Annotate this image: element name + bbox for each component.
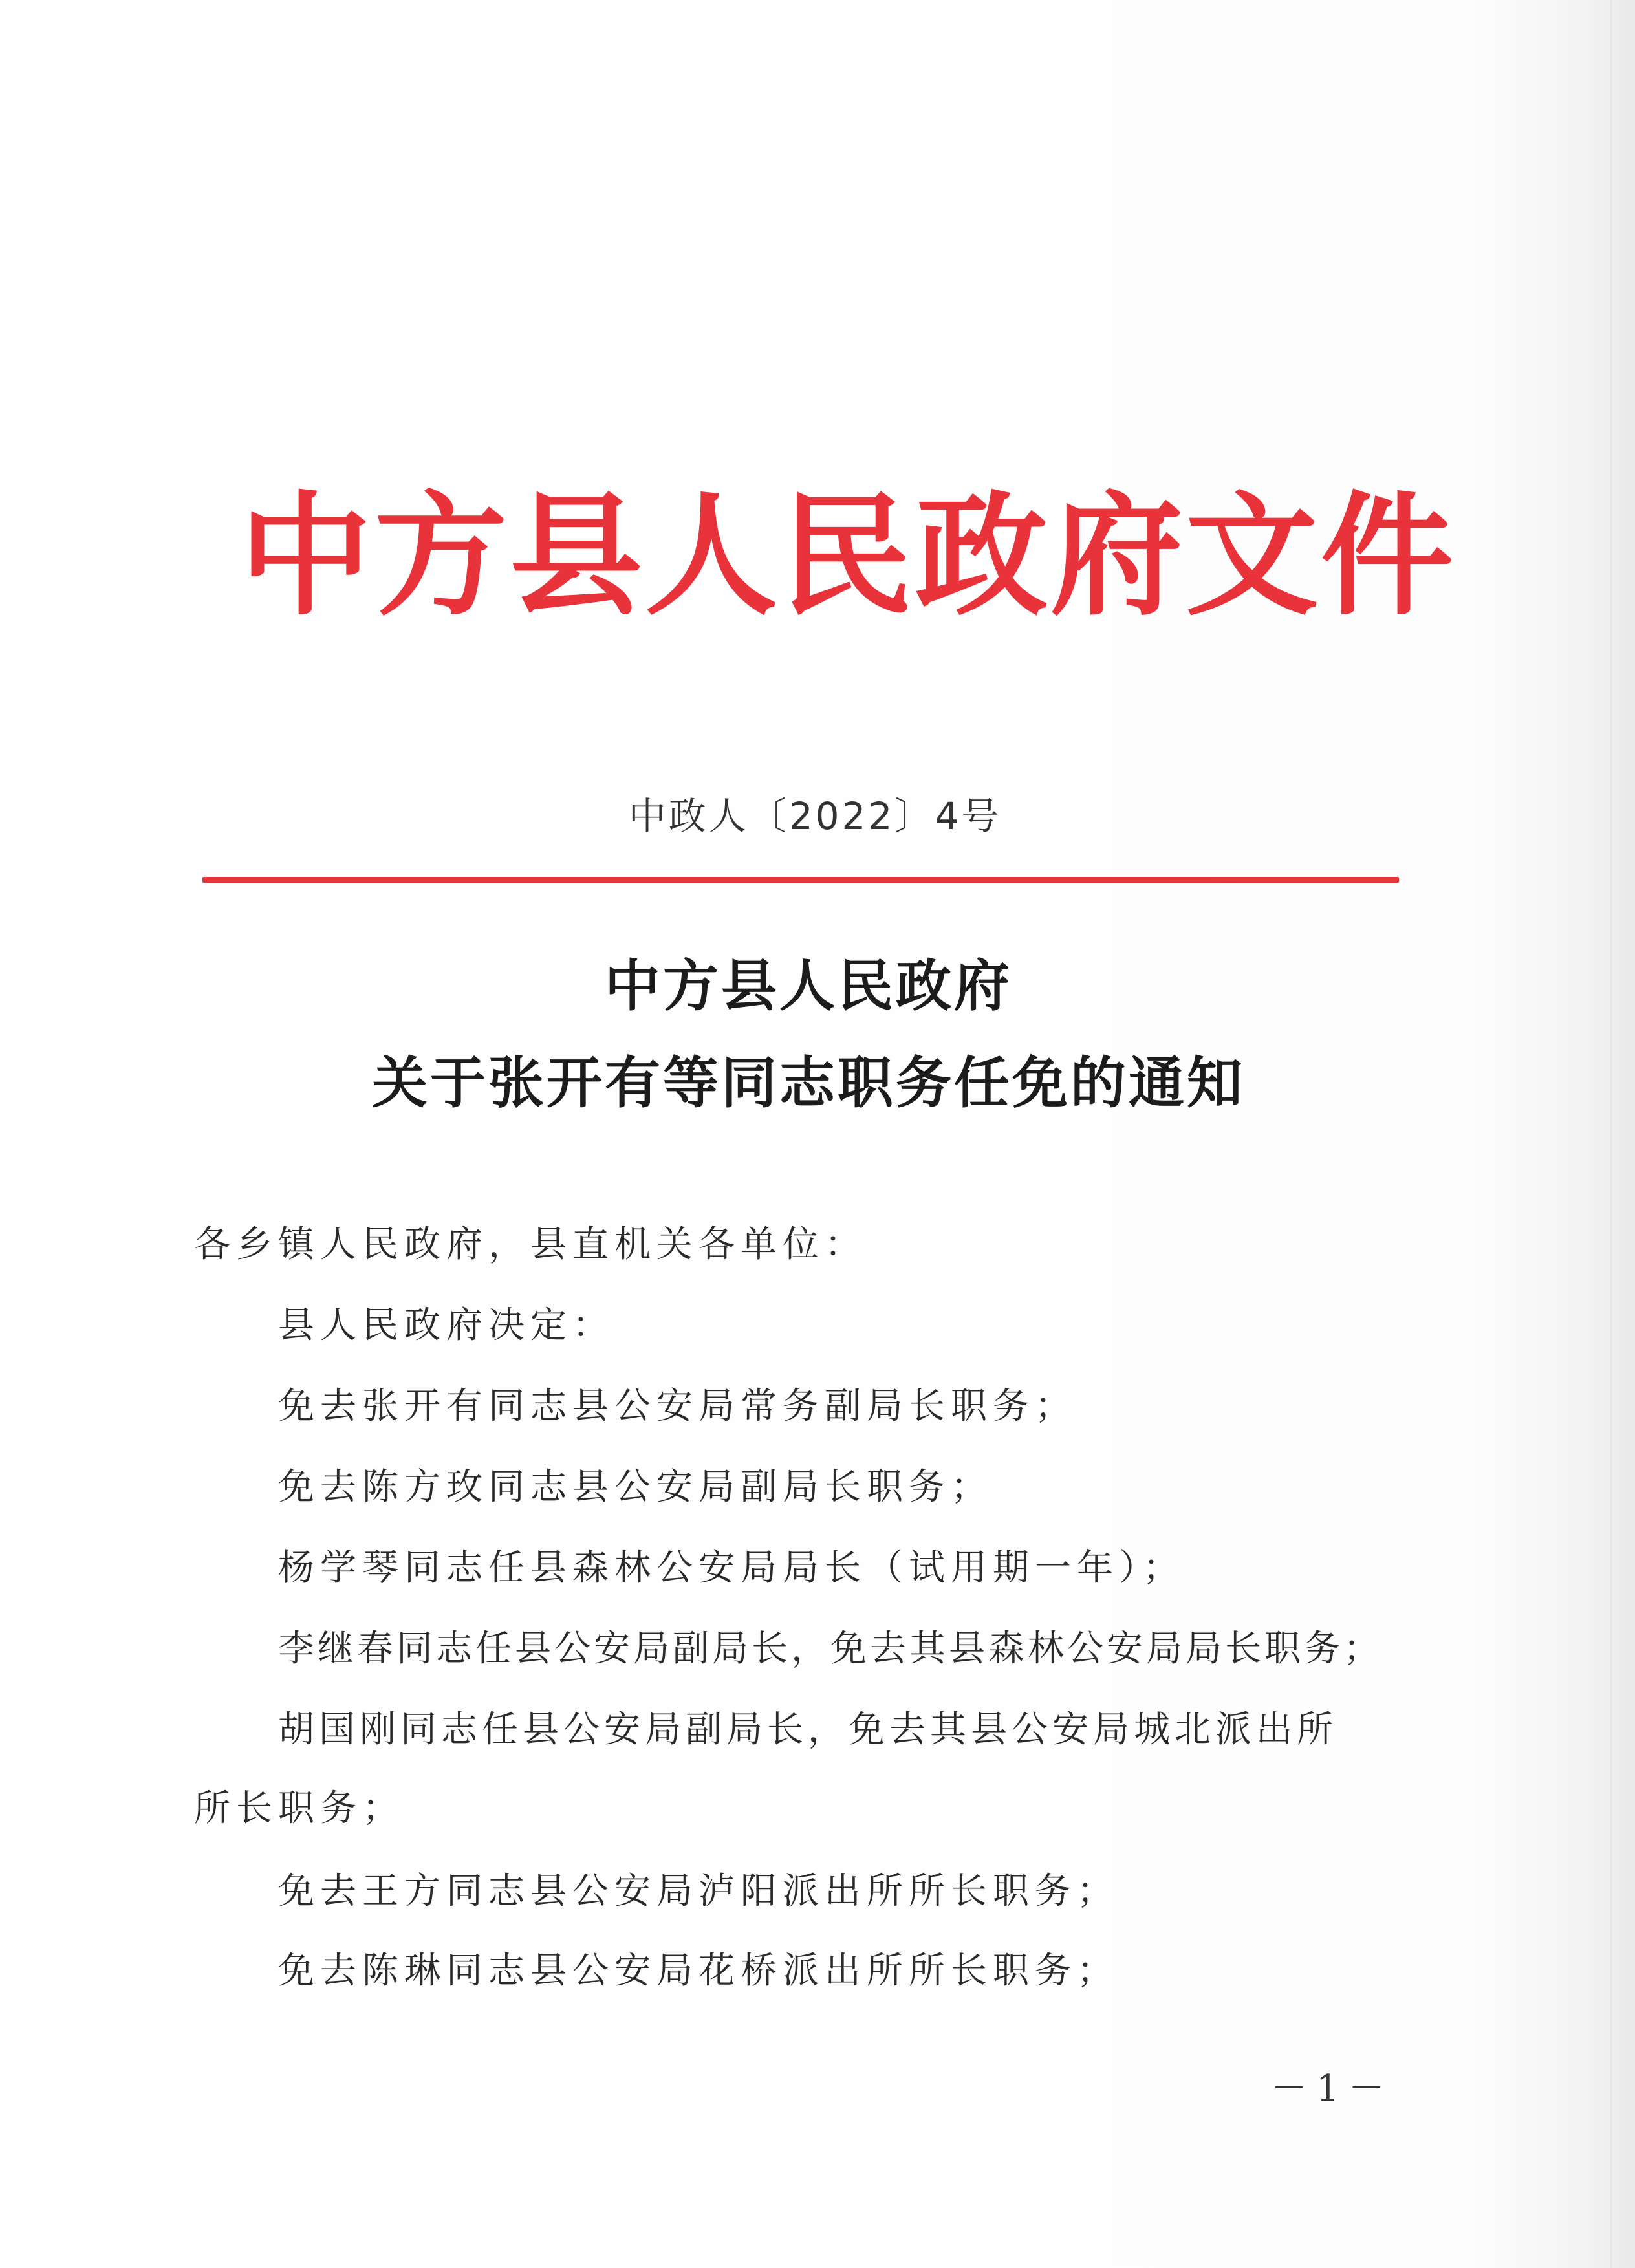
page-edge-shadow bbox=[1610, 0, 1612, 2268]
page-number: －1－ bbox=[1271, 2068, 1394, 2110]
paragraph-item: 免去陈方玫同志县公安局副局长职务； bbox=[278, 1466, 993, 1508]
notice-title-line2: 关于张开有等同志职务任免的通知 bbox=[372, 1050, 1245, 1116]
paragraph-item-continuation: 所长职务； bbox=[194, 1787, 404, 1830]
paragraph-item: 免去王方同志县公安局泸阳派出所所长职务； bbox=[278, 1870, 1119, 1912]
document-number: 中政人〔2022〕4号 bbox=[628, 794, 1002, 838]
salutation: 各乡镇人民政府，县直机关各单位： bbox=[194, 1224, 867, 1266]
notice-title-line1: 中方县人民政府 bbox=[605, 953, 1012, 1019]
paragraph-item: 杨学琴同志任县森林公安局局长（试用期一年）； bbox=[278, 1547, 1185, 1589]
paragraph-item: 免去张开有同志县公安局常务副局长职务； bbox=[278, 1385, 1077, 1427]
red-divider-line bbox=[202, 877, 1399, 883]
paragraph-item: 免去陈琳同志县公安局花桥派出所所长职务； bbox=[278, 1950, 1119, 1992]
paragraph-decision: 县人民政府决定： bbox=[278, 1304, 614, 1346]
paragraph-item: 胡国刚同志任县公安局副局长，免去其县公安局城北派出所 bbox=[278, 1709, 1337, 1751]
paragraph-item: 李继春同志任县公安局副局长，免去其县森林公安局局长职务； bbox=[278, 1628, 1383, 1670]
masthead-title: 中方县人民政府文件 bbox=[239, 479, 1456, 634]
